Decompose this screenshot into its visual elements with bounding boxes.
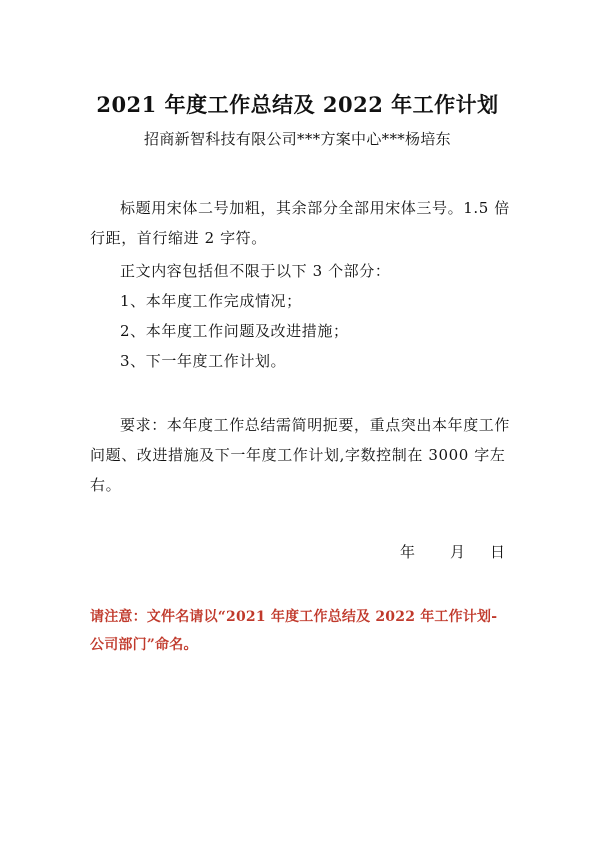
document-subtitle: 招商新智科技有限公司***方案中心***杨培东	[144, 130, 451, 148]
document-title: 2021 年度工作总结及 2022 年工作计划	[96, 92, 499, 117]
paragraph-format-instructions: 标题用宋体二号加粗，其余部分全部用宋体三号。1.5 倍行距，首行缩进 2 字符。	[90, 199, 510, 247]
list-item-3: 3、下一年度工作计划。	[120, 352, 287, 370]
date-month: 月	[450, 543, 466, 561]
date-line	[400, 537, 505, 567]
list-item-2: 2、本年度工作问题及改进措施；	[120, 322, 349, 340]
filename-notice: 请注意：文件名请以“2021 年度工作总结及 2022 年工作计划-公司部门”命名。	[90, 609, 498, 653]
date-day: 日	[490, 543, 506, 561]
paragraph-content-intro: 正文内容包括但不限于以下 3 个部分：	[120, 262, 391, 280]
date-year: 年	[400, 543, 416, 561]
paragraph-requirements: 要求：本年度工作总结需简明扼要，重点突出本年度工作问题、改进措施及下一年度工作计划,字数控制在 3000 字左右。	[90, 416, 511, 494]
list-item-1: 1、本年度工作完成情况；	[120, 292, 302, 310]
